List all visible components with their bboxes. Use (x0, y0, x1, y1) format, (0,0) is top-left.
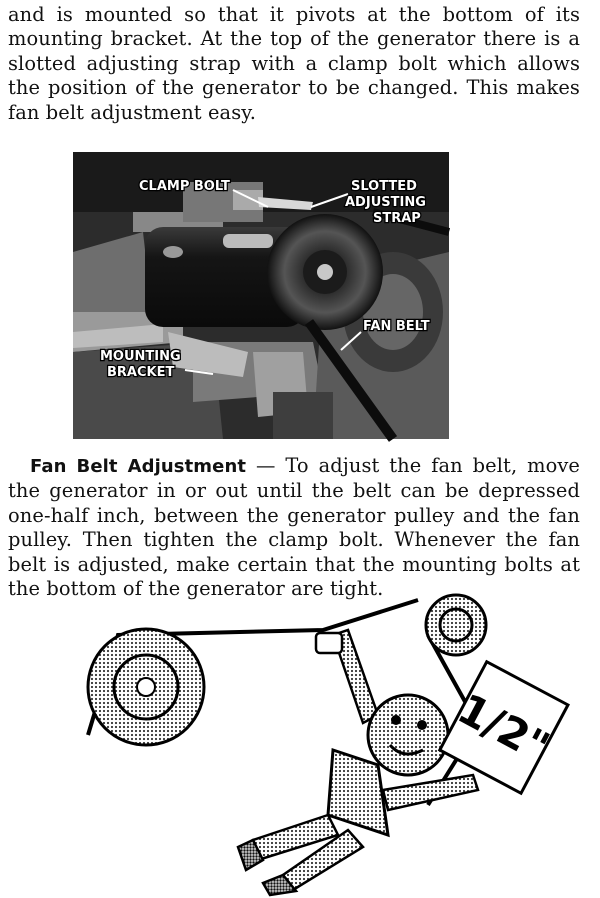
cartoon-illustration (78, 585, 558, 895)
character-head-icon (368, 695, 448, 775)
label-slotted-line1: SLOTTED (351, 179, 417, 194)
engine-photo (73, 152, 449, 439)
label-clamp-bolt: CLAMP BOLT (139, 179, 230, 194)
sign-text: 1/2" (449, 683, 558, 773)
generator-pulley-icon (426, 595, 486, 655)
fan-belt-paragraph (8, 454, 580, 601)
section-body: To adjust the fan belt, move the generator in or out until the belt can be depressed one-half inch, between the generator pulley and the fan pulley. Then tighten the clamp bolt. Whenever the fan belt is adjusted, make certain that the mounting bolts at the bottom of the generator are tight. (8, 454, 580, 601)
heading-dash: — (246, 454, 286, 477)
section-heading: Fan Belt Adjustment (30, 456, 247, 477)
label-mounting-line2: BRACKET (107, 365, 175, 380)
label-fan-belt: FAN BELT (363, 319, 430, 334)
label-mounting-line1: MOUNTING (100, 349, 181, 364)
intro-paragraph: and is mounted so that it pivots at the bottom of its mounting bracket. At the top of the generator there is a slotted adjusting strap with a clamp bolt which allows the position of the generator to be changed. This makes fan belt adjustment easy. (8, 3, 580, 124)
label-slotted-line3: STRAP (373, 211, 421, 226)
label-slotted-line2: ADJUSTING (345, 195, 426, 210)
